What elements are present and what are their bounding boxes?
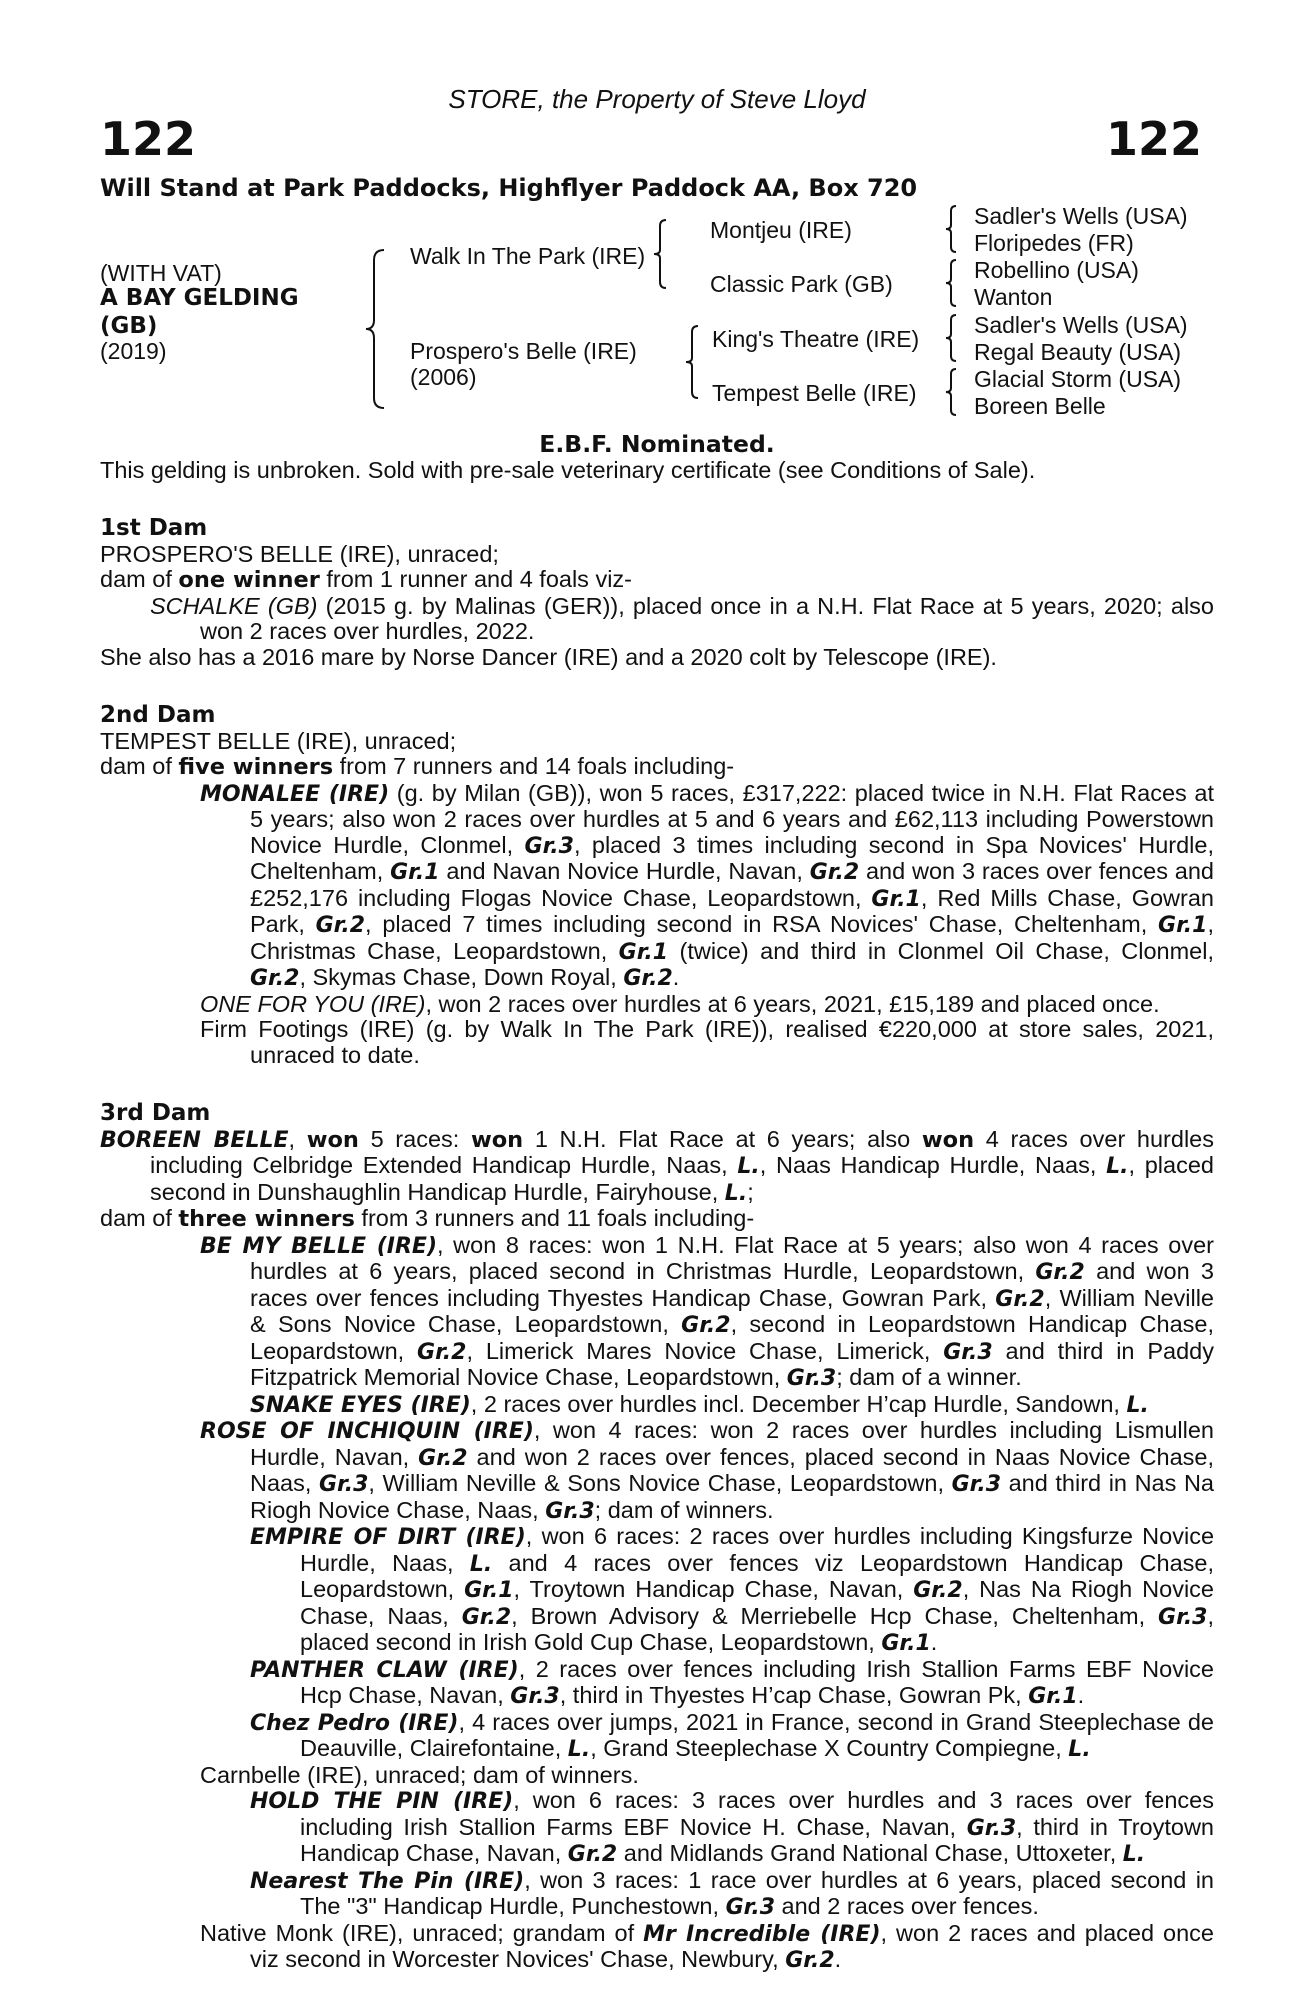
gg-dam-sire-dam: Regal Beauty (USA) bbox=[974, 339, 1182, 365]
dam-brace bbox=[684, 324, 700, 400]
produce-snake-eyes: SNAKE EYES (IRE), 2 races over hurdles incl. December H’cap Hurdle, Sandown, L. bbox=[250, 1390, 1149, 1418]
gg-dam-dam-dam: Boreen Belle bbox=[974, 393, 1106, 419]
first-dam-also: She also has a 2016 mare by Norse Dancer (IRE) and a 2020 colt by Telescope (IRE). bbox=[100, 643, 997, 670]
lot-number-right: 122 bbox=[1105, 112, 1202, 166]
third-dam-produce: dam of three winners from 3 runners and 11 foals including- bbox=[100, 1205, 755, 1232]
produce-one-for-you: ONE FOR YOU (IRE), won 2 races over hurdles at 6 years, 2021, £15,189 and placed once. bbox=[200, 990, 1160, 1017]
gg-sire-dam-dam: Wanton bbox=[974, 284, 1053, 310]
gg-brace-2 bbox=[944, 258, 958, 308]
vat-label: (WITH VAT) bbox=[100, 260, 222, 286]
gg-dam-sire-sire: Sadler's Wells (USA) bbox=[974, 312, 1188, 338]
catalogue-body bbox=[100, 432, 1214, 1974]
produce-firm-footings: Firm Footings (IRE) (g. by Walk In The Park (IRE)), realised €220,000 at store sales, 2021, unraced to date. bbox=[200, 1016, 1214, 1068]
lot-number-left: 122 bbox=[100, 112, 197, 166]
produce-carnbelle: Carnbelle (IRE), unraced; dam of winners. bbox=[200, 1761, 639, 1788]
gg-dam-dam-sire: Glacial Storm (USA) bbox=[974, 366, 1182, 392]
produce-hold-the-pin: HOLD THE PIN (IRE), won 6 races: 3 races over hurdles and 3 races over fences including Irish Stallion Farms EBF Novice H. Chase, Navan, Gr.3, third in Troytown Handicap Chase, Navan, Gr.2 and Midlands Grand National Chase, Uttoxeter, L. bbox=[250, 1787, 1214, 1867]
horse-description: A BAY GELDING bbox=[100, 285, 299, 311]
gg-brace-1 bbox=[944, 204, 958, 254]
first-dam-heading: 1st Dam bbox=[100, 515, 208, 541]
dam-name: Prospero's Belle (IRE) bbox=[410, 338, 637, 364]
gg-sire-sire-dam: Floripedes (FR) bbox=[974, 230, 1134, 256]
vendor-line: STORE, the Property of Steve Lloyd bbox=[448, 84, 866, 114]
first-dam-name: PROSPERO'S BELLE (IRE), unraced; bbox=[100, 540, 499, 567]
produce-native-monk: Native Monk (IRE), unraced; grandam of Mr Incredible (IRE), won 2 races and placed once viz second in Worcester Novices' Chase, Newbury, Gr.2. bbox=[200, 1919, 1214, 1973]
sire-sire: Montjeu (IRE) bbox=[710, 217, 852, 243]
gg-sire-sire-sire: Sadler's Wells (USA) bbox=[974, 203, 1188, 229]
third-dam-heading: 3rd Dam bbox=[100, 1100, 211, 1126]
stand-location: Will Stand at Park Paddocks, Highflyer Paddock AA, Box 720 bbox=[100, 174, 918, 202]
unbroken-note: This gelding is unbroken. Sold with pre-sale veterinary certificate (see Conditions of Sale). bbox=[100, 456, 1036, 483]
gg-brace-4 bbox=[944, 367, 958, 417]
produce-empire-of-dirt: EMPIRE OF DIRT (IRE), won 6 races: 2 races over hurdles including Kingsfurze Novice Hurdle, Naas, L. and 4 races over fences viz Leopardstown Handicap Chase, Leopardstown, Gr.1, Troytown Handicap Chase, Navan, Gr.2, Nas Na Riogh Novice Chase, Naas, Gr.2, Brown Advisory & Merriebelle Hcp Chase, Cheltenham, Gr.3, placed second in Irish Gold Cup Chase, Leopardstown, Gr.1. bbox=[250, 1523, 1215, 1656]
produce-rose-of-inchiquin: ROSE OF INCHIQUIN (IRE), won 4 races: won 2 races over hurdles including Lismullen Hurdle, Navan, Gr.2 and won 2 races over fences, placed second in Naas Novice Chase, Naas, Gr.3, William Neville & Sons Novice Chase, Leopardstown, Gr.3 and third in Nas Na Riogh Novice Chase, Naas, Gr.3; dam of winners. bbox=[200, 1417, 1214, 1524]
first-dam-produce: dam of one winner from 1 runner and 4 foals viz- bbox=[100, 566, 633, 593]
horse-origin: (GB) bbox=[100, 313, 158, 339]
produce-monalee: MONALEE (IRE) (g. by Milan (GB)), won 5 races, £317,222: placed twice in N.H. Flat Races at 5 years; also won 2 races over hurdles at 5 and 6 years and £62,113 including Powerstown Novice Hurdle, Clonmel, Gr.3, placed 3 times including second in Spa Novices' Hurdle, Cheltenham, Gr.1 and Navan Novice Hurdle, Navan, Gr.2 and won 3 races over fences and £252,176 including Flogas Novice Chase, Leopardstown, Gr.1, Red Mills Chase, Gowran Park, Gr.2, placed 7 times including second in RSA Novices' Chase, Cheltenham, Gr.1, Christmas Chase, Leopardstown, Gr.1 (twice) and third in Clonmel Oil Chase, Clonmel, Gr.2, Skymas Chase, Down Royal, Gr.2. bbox=[200, 779, 1214, 991]
dam-year: (2006) bbox=[410, 364, 477, 390]
second-dam-produce: dam of five winners from 7 runners and 14 foals including- bbox=[100, 753, 735, 780]
dam-sire: King's Theatre (IRE) bbox=[712, 326, 920, 352]
sire-brace bbox=[652, 218, 668, 290]
gg-brace-3 bbox=[944, 313, 958, 363]
dam-dam: Tempest Belle (IRE) bbox=[712, 380, 917, 406]
pedigree-brace-main bbox=[364, 248, 386, 410]
gg-sire-dam-sire: Robellino (USA) bbox=[974, 257, 1139, 283]
produce-panther-claw: PANTHER CLAW (IRE), 2 races over fences including Irish Stallion Farms EBF Novice Hcp Chase, Navan, Gr.3, third in Thyestes H’cap Chase, Gowran Pk, Gr.1. bbox=[250, 1655, 1214, 1709]
produce-nearest-the-pin: Nearest The Pin (IRE), won 3 races: 1 race over hurdles at 6 years, placed second in The "3" Handicap Hurdle, Punchestown, Gr.3 and 2 races over fences. bbox=[250, 1866, 1214, 1920]
produce-schalke: SCHALKE (GB) (2015 g. by Malinas (GER)), placed once in a N.H. Flat Race at 5 years, 2020; also won 2 races over hurdles, 2022. bbox=[150, 592, 1214, 644]
second-dam-name: TEMPEST BELLE (IRE), unraced; bbox=[100, 727, 457, 754]
foaling-year: (2019) bbox=[100, 338, 167, 364]
second-dam-heading: 2nd Dam bbox=[100, 702, 216, 728]
produce-be-my-belle: BE MY BELLE (IRE), won 8 races: won 1 N.H. Flat Race at 5 years; also won 4 races over hurdles at 6 years, placed second in Christmas Hurdle, Leopardstown, Gr.2 and won 3 races over fences including Thyestes Handicap Chase, Gowran Park, Gr.2, William Neville & Sons Novice Chase, Leopardstown, Gr.2, second in Leopardstown Handicap Chase, Leopardstown, Gr.2, Limerick Mares Novice Chase, Limerick, Gr.3 and third in Paddy Fitzpatrick Memorial Novice Chase, Leopardstown, Gr.3; dam of a winner. bbox=[200, 1231, 1214, 1391]
sire-dam: Classic Park (GB) bbox=[710, 271, 893, 297]
third-dam-boreen-belle: BOREEN BELLE, won 5 races: won 1 N.H. Flat Race at 6 years; also won 4 races over hurdles including Celbridge Extended Handicap Hurdle, Naas, L., Naas Handicap Hurdle, Naas, L., placed second in Dunshaughlin Handicap Hurdle, Fairyhouse, L.; bbox=[100, 1125, 1214, 1206]
sire-name: Walk In The Park (IRE) bbox=[410, 243, 646, 269]
ebf-note: E.B.F. Nominated. bbox=[539, 430, 775, 458]
produce-chez-pedro: Chez Pedro (IRE), 4 races over jumps, 2021 in France, second in Grand Steeplechase de Deauville, Clairefontaine, L., Grand Steeplechase X Country Compiegne, L. bbox=[250, 1708, 1214, 1762]
